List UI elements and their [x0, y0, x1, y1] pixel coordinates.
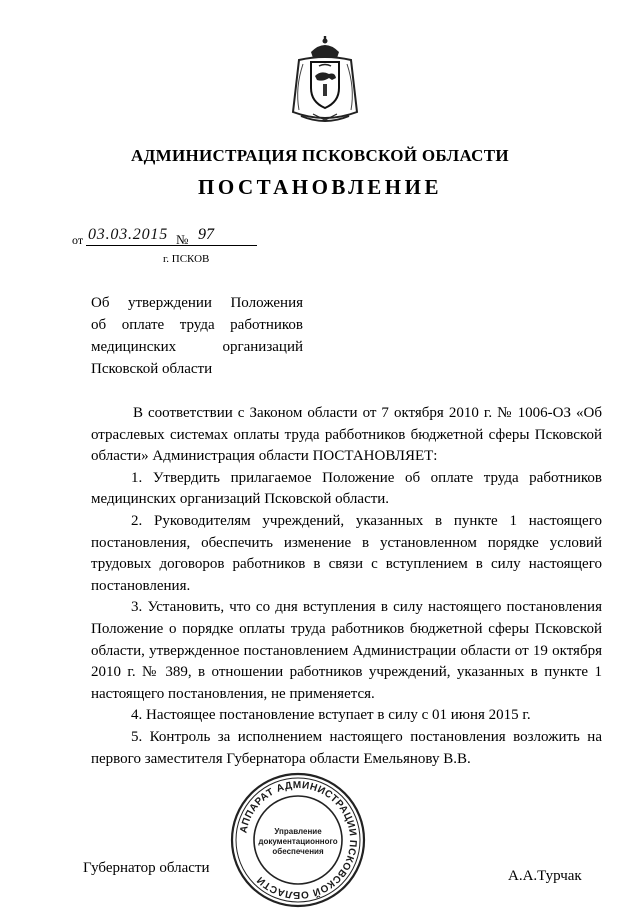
subject-line: Об утверждении Положения — [91, 295, 303, 311]
stamp-center-line: документационного — [258, 837, 338, 846]
subject-line: медицинских организаций — [91, 339, 303, 355]
stamp-center-text — [256, 827, 340, 857]
resolution-item-3: 3. Установить, что со дня вступления в силу настоящего постановления Положение о порядке оплаты труда работников бюджетной сферы Псковской области, утвержденное постановлением Администрации области от 19 октября 2010 г. № 389, в отношении работников учреждений, указанных в пункте 1 настоящего постановления, не применяется. — [91, 599, 602, 702]
subject-line: Псковской области — [91, 361, 213, 377]
document-date: 03.03.2015 — [88, 226, 168, 243]
city-label: г. ПСКОВ — [163, 253, 210, 265]
document-type: ПОСТАНОВЛЕНИЕ — [198, 175, 442, 199]
resolution-item-1: 1. Утвердить прилагаемое Положение об оплате труда работников медицинских организаций Псковской области. — [91, 469, 602, 508]
signatory-position: Губернатор области — [83, 860, 210, 876]
official-stamp — [228, 770, 368, 910]
subject-line: об оплате труда работников — [91, 317, 303, 333]
document-subject — [91, 292, 303, 380]
document-dateline — [72, 228, 272, 248]
coat-of-arms-icon — [285, 36, 365, 126]
resolution-item-5: 5. Контроль за исполнением настоящего постановления возложить на первого заместителя Губернатора области Емельянову В.В. — [91, 728, 602, 767]
resolution-item-4: 4. Настоящее постановление вступает в силу с 01 июня 2015 г. — [131, 707, 531, 724]
signatory-name: А.А.Турчак — [508, 868, 582, 884]
preamble-paragraph: В соответствии с Законом области от 7 октября 2010 г. № 1006-ОЗ «Об отраслевых системах оплаты труда рабботников бюджетной сферы Псковской области» Администрация области ПОСТАНОВЛЯЕТ: — [91, 405, 602, 465]
organization-name: АДМИНИСТРАЦИЯ ПСКОВСКОЙ ОБЛАСТИ — [131, 146, 509, 165]
number-label: № — [176, 232, 189, 247]
dateline-underline — [86, 245, 257, 246]
stamp-center-line: обеспечения — [272, 847, 324, 856]
document-body — [91, 403, 602, 770]
stamp-center-line: Управление — [274, 827, 322, 836]
resolution-item-2: 2. Руководителям учреждений, указанных в пункте 1 настоящего постановления, обеспечить изменение в установленном порядке условий трудовых договоров работников в связи с вступлением в силу настоящего постановления. — [91, 512, 602, 594]
stamp-ring-text: АППАРАТ АДМИНИСТРАЦИИ ПСКОВСКОЙ ОБЛАСТИ — [238, 779, 359, 901]
document-number: 97 — [198, 226, 214, 243]
date-label: от — [72, 233, 84, 247]
